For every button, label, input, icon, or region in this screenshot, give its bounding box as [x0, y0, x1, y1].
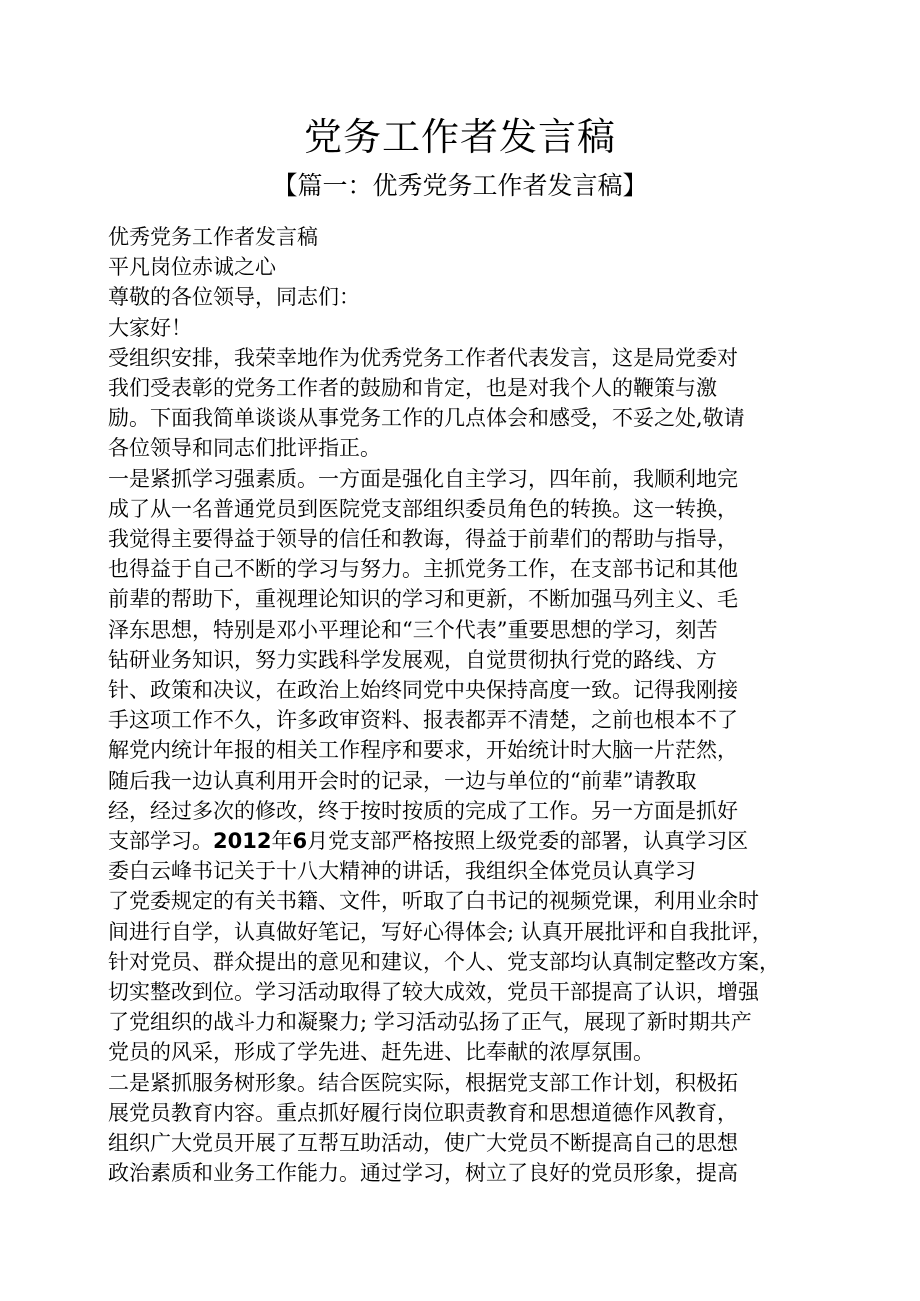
text-line: 切实整改到位。学习活动取得了较大成效，党员干部提高了认识，增强 — [108, 980, 759, 1005]
text-line: 针对党员、群众提出的意见和建议，个人、党支部均认真制定整改方案， — [108, 949, 780, 974]
text-line: 成了从一名普通党员到医院党支部组织委员角色的转换。这一转换， — [108, 496, 738, 521]
text-line: 泽东思想，特别是邓小平理论和“三个代表”重要思想的学习，刻苦 — [108, 617, 718, 642]
text-line: 间进行自学，认真做好笔记，写好心得体会; 认真开展批评和自我批评， — [108, 919, 773, 944]
text-line: 了党组织的战斗力和凝聚力; 学习活动弘扬了正气，展现了新时期共产 — [108, 1010, 752, 1035]
month-number: 6 — [292, 829, 308, 854]
text-line: 展党员教育内容。重点抓好履行岗位职责教育和思想道德作风教育， — [108, 1100, 738, 1125]
year-number: 2012 — [213, 829, 272, 854]
text-line: 受组织安排，我荣幸地作为优秀党务工作者代表发言，这是局党委对 — [108, 345, 738, 370]
text-line: 励。下面我简单谈谈从事党务工作的几点体会和感受，不妥之处,敬请 — [108, 406, 745, 431]
text-line: 二是紧抓服务树形象。结合医院实际，根据党支部工作计划，积极拓 — [108, 1070, 738, 1095]
text-line: 支部学习。2012年6月党支部严格按照上级党委的部署，认真学习区 — [108, 829, 749, 854]
text-line: 随后我一边认真利用开会时的记录，一边与单位的“前辈”请教取 — [108, 768, 697, 793]
document-body — [108, 222, 828, 1189]
text-line: 手这项工作不久，许多政审资料、报表都弄不清楚，之前也根本不了 — [108, 708, 738, 733]
text-line: 我们受表彰的党务工作者的鼓励和肯定，也是对我个人的鞭策与激 — [108, 376, 717, 401]
page-subtitle: 【篇一：优秀党务工作者发言稿】 — [272, 171, 648, 200]
text-line: 大家好！ — [108, 315, 192, 340]
text-line: 尊敬的各位领导，同志们： — [108, 285, 360, 310]
text-line: 党员的风采，形成了学先进、赶先进、比奉献的浓厚氛围。 — [108, 1040, 654, 1065]
text-line: 了党委规定的有关书籍、文件，听取了白书记的视频党课，利用业余时 — [108, 889, 759, 914]
text-line: 各位领导和同志们批评指正。 — [108, 436, 381, 461]
text-line: 钻研业务知识，努力实践科学发展观，自觉贯彻执行党的路线、方 — [108, 647, 717, 672]
text-line: 一是紧抓学习强素质。一方面是强化自主学习，四年前，我顺利地完 — [108, 466, 738, 491]
page-title: 党务工作者发言稿 — [303, 115, 616, 159]
text-line: 前辈的帮助下，重视理论知识的学习和更新，不断加强马列主义、毛 — [108, 587, 738, 612]
text-line: 经，经过多次的修改，终于按时按质的完成了工作。另一方面是抓好 — [108, 798, 738, 823]
text-line: 政治素质和业务工作能力。通过学习，树立了良好的党员形象，提高 — [108, 1161, 738, 1186]
text-line: 解党内统计年报的相关工作程序和要求，开始统计时大脑一片茫然， — [108, 738, 738, 763]
text-line: 也得益于自己不断的学习与努力。主抓党务工作，在支部书记和其他 — [108, 557, 738, 582]
text-line: 委白云峰书记关于十八大精神的讲话，我组织全体党员认真学习 — [108, 859, 696, 884]
text-line: 优秀党务工作者发言稿 — [108, 225, 318, 249]
text-line: 平凡岗位赤诚之心 — [108, 255, 276, 280]
text-line: 我觉得主要得益于领导的信任和教诲，得益于前辈们的帮助与指导， — [108, 527, 738, 552]
text-line: 针、政策和决议，在政治上始终同党中央保持高度一致。记得我刚接 — [108, 678, 738, 703]
text-line: 组织广大党员开展了互帮互助活动，使广大党员不断提高自己的思想 — [108, 1131, 738, 1156]
